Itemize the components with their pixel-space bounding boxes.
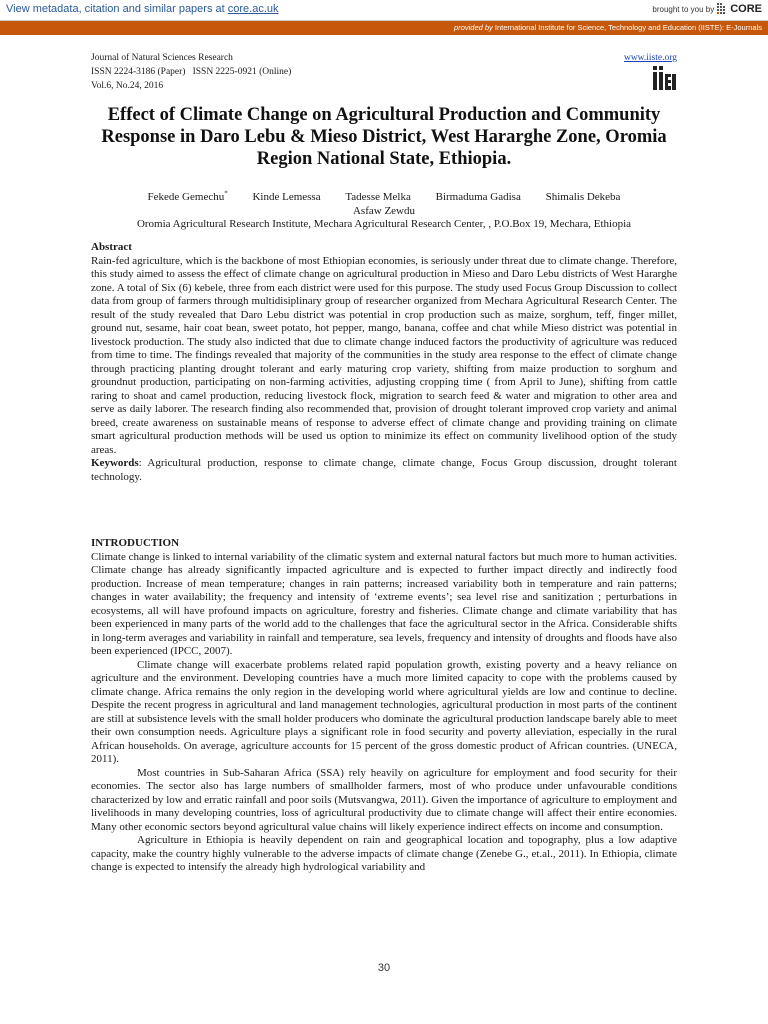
- author-name: Asfaw Zewdu: [352, 204, 415, 217]
- author-name: Shimalis Dekeba: [545, 190, 621, 203]
- introduction-heading: INTRODUCTION: [91, 537, 180, 549]
- journal-name: Journal of Natural Sciences Research: [91, 53, 233, 63]
- core-metadata-text: [6, 3, 279, 15]
- core-banner: [0, 0, 768, 21]
- page-number: 30: [377, 962, 391, 974]
- corresponding-author-marker: *: [224, 189, 228, 197]
- provided-by-label: provided by: [454, 23, 493, 32]
- journal-info: [91, 51, 291, 93]
- intro-paragraph: Climate change will exacerbate problems related rapid population growth, existing poverty and a heavy reliance on agriculture and the environment. Developing countries have a much more limited capacity to cope with the problems caused by climate change. Africa remains the only region in the developing world where agricultural yields are low and continue to decline. Despite the recent progress in agricultural and land management technologies, agricultural production in most parts of the continent are still at subsistence levels with the small holder producers who dominate the agricultural production landscape barely able to meet their own consumption needs. Agriculture plays a significant role in food security and poverty alleviation, especially in the rural African households. On average, agriculture accounts for 15 percent of the gross domestic product of African countries. (UNECA, 2011).: [91, 658, 677, 765]
- author-name: Birmaduma Gadisa: [435, 190, 521, 203]
- core-brand-name: CORE: [730, 3, 762, 15]
- journal-header: [91, 51, 677, 93]
- iiste-logo-icon: [651, 65, 677, 91]
- introduction-section: [91, 537, 677, 875]
- core-logo-icon: [717, 3, 727, 15]
- author-name: Tadesse Melka: [345, 190, 411, 203]
- keywords-text: : Agricultural production, response to climate change, climate change, Focus Group discussion, drought tolerant technology.: [91, 457, 677, 483]
- provided-by-bar[interactable]: [0, 21, 768, 35]
- intro-paragraph: Most countries in Sub-Saharan Africa (SSA) rely heavily on agriculture for employment and food security for their economies. The sector also has large numbers of smallholder farmers, most of who produce under unfavourable conditions characterized by low and erratic rainfall and poor soils (Mutsvangwa, 2011). Given the importance of agriculture to employment and livelihoods in many developing countries, loss of agricultural productivity due to climate change will affect their entire economies. Many other economic sectors beyond agricultural value chains will likely experience indirect effects on income and consumption.: [91, 766, 677, 833]
- journal-url-block: [624, 51, 677, 65]
- abstract-heading: Abstract: [91, 241, 132, 253]
- author-list: [91, 186, 677, 218]
- provided-by-source: International Institute for Science, Technology and Education (IISTE): E-Journals: [492, 23, 762, 32]
- keywords-label: Keywords: [91, 457, 139, 469]
- journal-issn: ISSN 2224-3186 (Paper) ISSN 2225-0921 (Online): [91, 67, 292, 77]
- core-metadata-label: View metadata, citation and similar papers at: [6, 3, 228, 15]
- abstract-section: [91, 241, 677, 484]
- intro-paragraph: Climate change is linked to internal variability of the climatic system and external natural factors but much more to human activities. Climate change has already significantly impacted agriculture and is expected to further impact directly and indirectly food production. Increase of mean temperature; changes in rain patterns; increased variability both in temperature and rain patterns; changes in water availability; the frequency and intensity of ‘extreme events’; sea level rise and sanitization ; perturbations in ecosystems, all will have profound impacts on agriculture, forestry and fisheries. Climate change and climate variability that has been experienced in many parts of the world add to the challenges that face the agricultural sector in the Africa. Considerable shifts in long-term averages and variability in rainfall and temperature, sea levels, frequency and intensity of droughts and floods have also been experienced (IPCC, 2007).: [91, 550, 677, 657]
- core-link[interactable]: core.ac.uk: [227, 3, 279, 15]
- journal-volume: Vol.6, No.24, 2016: [91, 81, 164, 91]
- keywords: [91, 457, 677, 484]
- author-name: Kinde Lemessa: [252, 190, 321, 203]
- paper-title: Effect of Climate Change on Agricultural Production and Community Response in Daro Lebu & Mieso District, West Hararghe Zone, Oromia Region National State, Ethiopia.: [101, 105, 667, 169]
- abstract-body: Rain-fed agriculture, which is the backbone of most Ethiopian economies, is seriously under threat due to climate change. Therefore, this study aimed to assess the effect of climate change on agricultural production in Mieso and Daro Lebu districts of West Hararghe zone. A total of Six (6) kebele, three from each district were used for this purpose. The study used Focus Group Discussion to collect data from group of farmers through multidisiplinary group of researcher organized from Mechara Agricultural Research Center. The result of the study revealed that Daro Lebu district was potential in crop production such as maize, sorghum, teff, finger millet, ground nut, sesame, hair coat bean, sweet potato, hot pepper, mango, banana, coffee and chat while Mieso district was potential in livestock production. The study also indicted that due to climate change induced factors the productivity of agriculture was reduced from time to time. The findings revealed that majority of the communities in the study area response to the effect of climate change through practicing planting drought tolerant and early maturing crop variety, shifting from maize production to sorghum and groundnut production, participating on non-farming activities, adjusting cropping time ( from April to June), shifting from cattle raring to shoat and camel production, reducing livestock flock, migration to search feed & water and migration to other area and serve as daily laborer. The research finding also recommended that, provision of drought tolerant improved crop variety and animal breed, create awareness on sustainable means of response to adverse effect of climate change and providing training on climate smart agricultural production methods will be used us option to minimize its effect on community livelihood option of the study areas.: [91, 254, 677, 456]
- core-brand-area[interactable]: [652, 3, 762, 15]
- intro-paragraph: Agriculture in Ethiopia is heavily dependent on rain and geographical location and topography, plus a low adaptive capacity, make the country highly vulnerable to the adverse impacts of climate change (Zenebe G., et.al., 2011). In Ethiopia, climate change is expected to intensify the already high hydrological variability and: [91, 834, 677, 873]
- author-affiliation: Oromia Agricultural Research Institute, Mechara Agricultural Research Center, , P.O.Box 19, Mechara, Ethiopia: [136, 218, 632, 230]
- core-brought-text: brought to you by: [652, 4, 715, 14]
- author-name: Fekede Gemechu*: [147, 189, 228, 203]
- journal-url[interactable]: www.iiste.org: [623, 53, 677, 63]
